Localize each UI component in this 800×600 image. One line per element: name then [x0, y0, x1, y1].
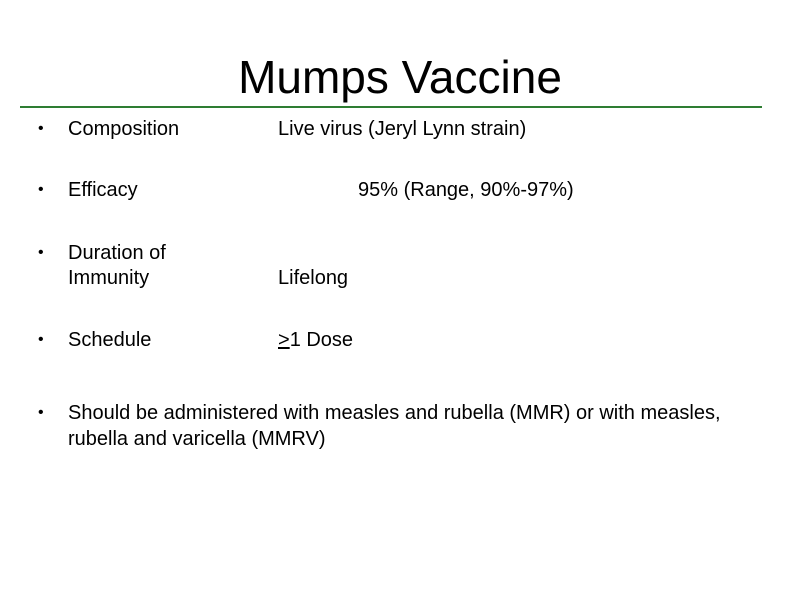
- composition-value: Live virus (Jeryl Lynn strain): [278, 118, 527, 140]
- bullet-icon: •: [38, 120, 44, 137]
- bullet-icon: •: [38, 181, 44, 198]
- bullet-icon: •: [38, 331, 44, 348]
- duration-label-line1: Duration of: [68, 242, 166, 264]
- greater-equal-symbol: >: [278, 329, 290, 351]
- bullet-icon: •: [38, 244, 44, 261]
- efficacy-value: 95% (Range, 90%-97%): [358, 179, 574, 201]
- efficacy-label: Efficacy: [68, 179, 138, 201]
- slide-title: Mumps Vaccine: [238, 51, 562, 103]
- schedule-value: [278, 327, 353, 353]
- bullet-icon: •: [38, 404, 44, 421]
- composition-label: Composition: [68, 118, 180, 140]
- schedule-value-text: 1 Dose: [289, 329, 354, 351]
- schedule-label: Schedule: [68, 329, 152, 351]
- title-divider: [20, 106, 762, 108]
- administration-note: Should be administered with measles and rubella (MMR) or with measles, rubella and varicella (MMRV): [68, 402, 721, 450]
- duration-label-line2: Immunity: [68, 267, 150, 289]
- duration-value: Lifelong: [278, 267, 349, 289]
